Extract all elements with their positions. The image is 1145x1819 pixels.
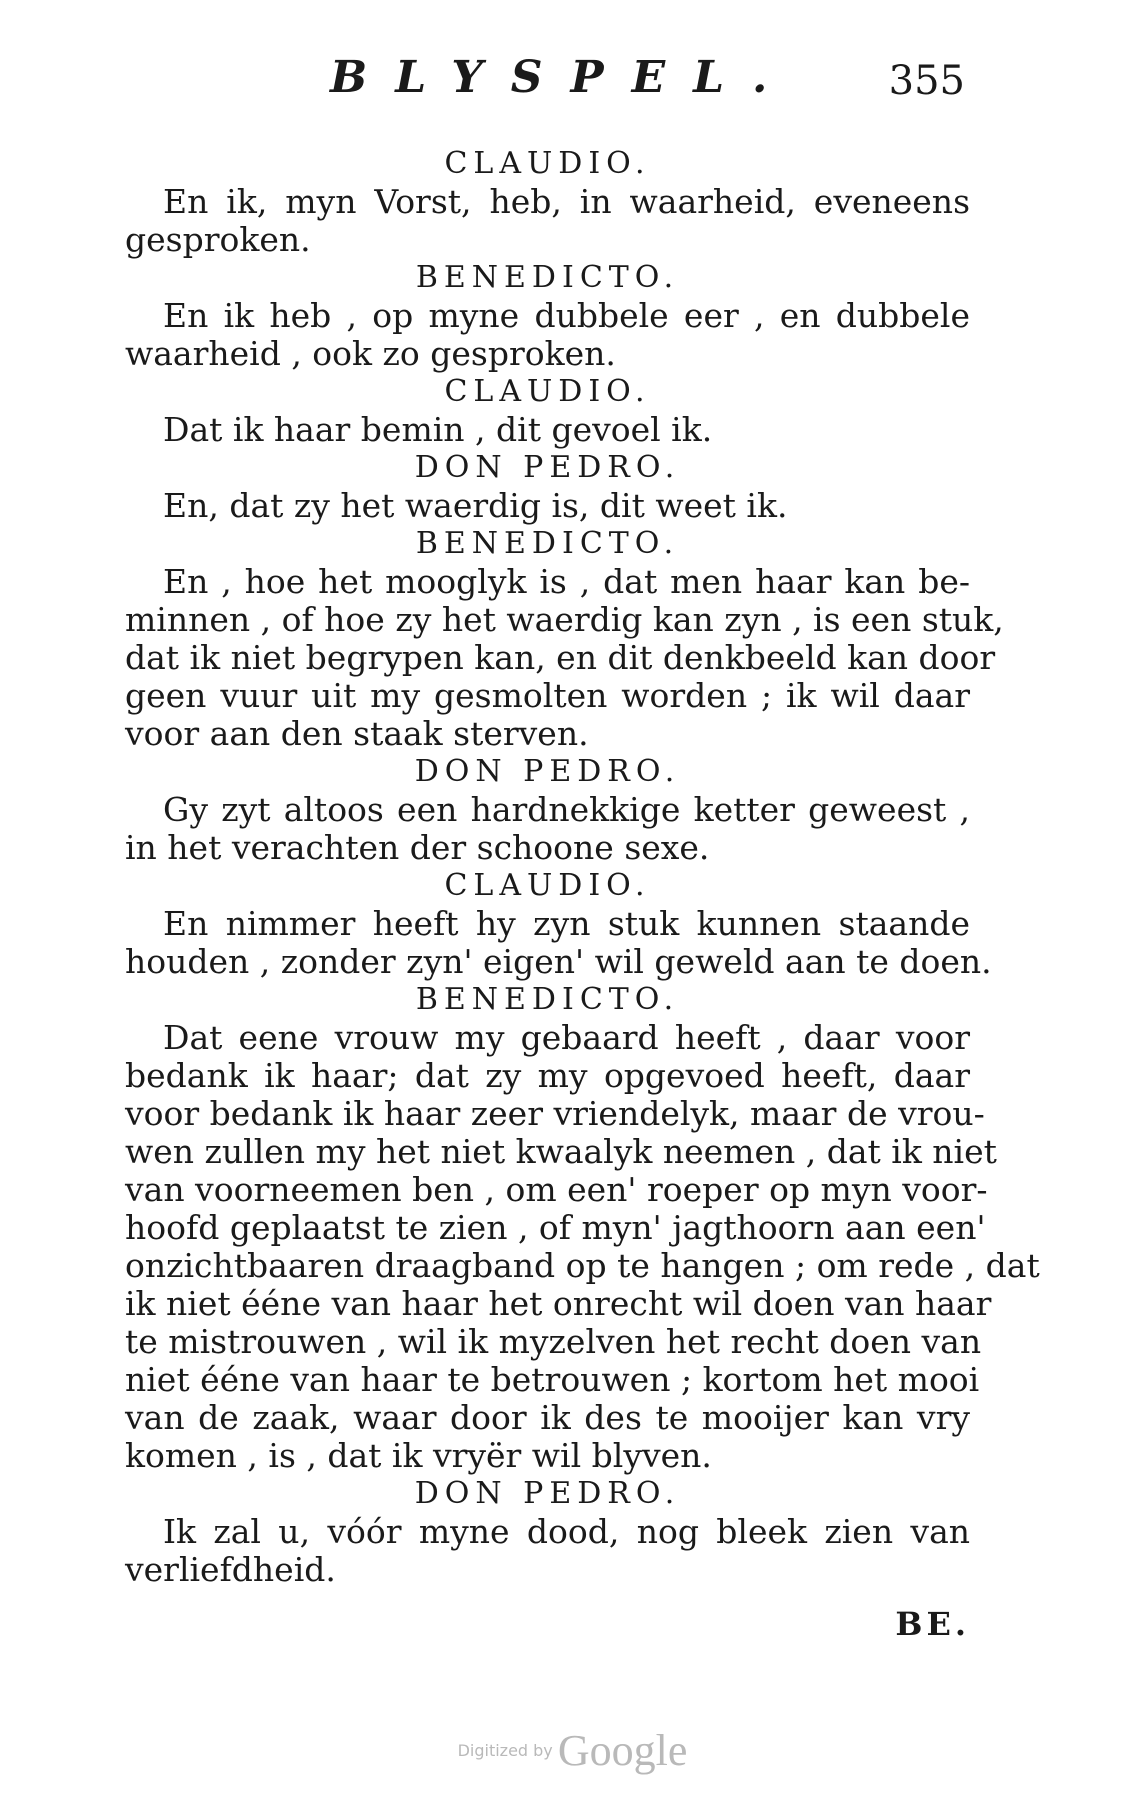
speech: [125, 1018, 1040, 1475]
page-number: 355: [888, 58, 965, 104]
speech: [125, 791, 970, 867]
speaker-name: CLAUDIO.: [444, 374, 651, 409]
speaker-name: DON PEDRO.: [414, 450, 681, 485]
speaker-name: DON PEDRO.: [414, 754, 681, 789]
speech-line: te mistrouwen , wil ik myzelven het recht doen van: [125, 1322, 982, 1361]
digitized-watermark: [0, 1725, 1145, 1776]
speech-line: houden , zonder zyn' eigen' wil geweld aan te doen.: [125, 942, 992, 981]
speech-line: En ik heb , op myne dubbele eer , en dubbele: [163, 296, 970, 335]
speech: [125, 904, 992, 981]
speech-line: van de zaak, waar door ik des te mooijer kan vry: [125, 1398, 970, 1437]
speech-line: niet ééne van haar te betrouwen ; kortom het mooi: [125, 1360, 980, 1399]
speaker-name: BENEDICTO.: [415, 526, 680, 561]
speech-line: Dat ik haar bemin , dit gevoel ik.: [163, 410, 713, 449]
speech-line: bedank ik haar; dat zy my opgevoed heeft, daar: [125, 1056, 970, 1095]
speaker-name: CLAUDIO.: [444, 868, 651, 903]
speech: [125, 297, 970, 373]
play-text: [125, 145, 1040, 1589]
speech: [125, 183, 970, 259]
speech-line: geen vuur uit my gesmolten worden ; ik wil daar: [125, 676, 970, 715]
speech-line: wen zullen my het niet kwaalyk neemen , dat ik niet: [125, 1132, 997, 1171]
speech-line: En, dat zy het waerdig is, dit weet ik.: [163, 486, 788, 525]
speech-line: minnen , of hoe zy het waerdig kan zyn , is een stuk,: [125, 600, 1004, 639]
speech-line: voor aan den staak sterven.: [125, 714, 589, 753]
speech: [125, 487, 970, 525]
speech-line: En , hoe het mooglyk is , dat men haar kan be-: [163, 562, 970, 601]
google-logo: Google: [557, 1726, 688, 1775]
speech-line: waarheid , ook zo gesproken.: [125, 334, 616, 373]
speech-line: voor bedank ik haar zeer vriendelyk, maar de vrou-: [125, 1094, 985, 1133]
watermark-prefix: Digitized by: [457, 1741, 553, 1760]
speech-line: onzichtbaaren draagband op te hangen ; om rede , dat: [125, 1246, 1040, 1285]
speech-line: ik niet ééne van haar het onrecht wil doen van haar: [125, 1284, 992, 1323]
speech-line: hoofd geplaatst te zien , of myn' jagthoorn aan een': [125, 1208, 986, 1247]
speech: [125, 562, 1004, 753]
page-header: [0, 52, 1145, 112]
speaker-name: BENEDICTO.: [415, 260, 680, 295]
running-title: BLYSPEL.: [330, 52, 796, 103]
speech-line: Gy zyt altoos een hardnekkige ketter geweest ,: [163, 790, 970, 829]
speaker-name: CLAUDIO.: [444, 146, 651, 181]
speech: [125, 1513, 970, 1589]
speech-line: in het verachten der schoone sexe.: [125, 828, 710, 867]
speech-line: En ik, myn Vorst, heb, in waarheid, eveneens: [163, 182, 970, 221]
speech-line: gesproken.: [125, 220, 311, 259]
speech-line: dat ik niet begrypen kan, en dit denkbeeld kan door: [125, 638, 996, 677]
speech-line: Dat eene vrouw my gebaard heeft , daar voor: [163, 1018, 970, 1057]
speaker-name: BENEDICTO.: [415, 982, 680, 1017]
catchword: BE.: [895, 1605, 970, 1643]
speech-line: Ik zal u, vóór myne dood, nog bleek zien van: [163, 1512, 970, 1551]
speaker-name: DON PEDRO.: [414, 1476, 681, 1511]
speech-line: komen , is , dat ik vryër wil blyven.: [125, 1436, 712, 1475]
speech: [125, 411, 970, 449]
speech-line: En nimmer heeft hy zyn stuk kunnen staande: [163, 904, 970, 943]
speech-line: verliefdheid.: [125, 1550, 336, 1589]
speech-line: van voorneemen ben , om een' roeper op myn voor-: [125, 1170, 988, 1209]
